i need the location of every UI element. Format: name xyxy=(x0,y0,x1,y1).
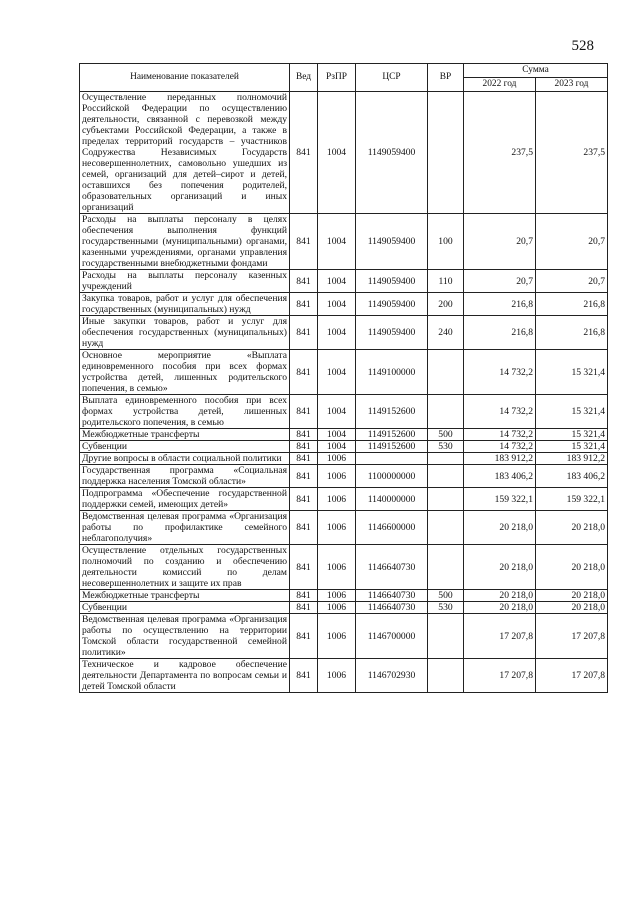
table-row xyxy=(80,92,608,214)
row-sum-2022: 183 406,2 xyxy=(464,465,536,488)
row-name: Субвенции xyxy=(80,602,290,614)
row-sum-2023: 183 406,2 xyxy=(536,465,608,488)
row-rzpr: 1004 xyxy=(318,270,356,293)
table-row xyxy=(80,590,608,602)
row-sum-2023: 216,8 xyxy=(536,316,608,350)
row-sum-2022: 14 732,2 xyxy=(464,441,536,453)
row-csr: 1146702930 xyxy=(356,659,428,693)
row-sum-2023: 15 321,4 xyxy=(536,395,608,429)
row-rzpr: 1004 xyxy=(318,429,356,441)
row-name: Подпрограмма «Обеспечение государственной поддержки семей, имеющих детей» xyxy=(80,488,290,511)
row-sum-2023: 20,7 xyxy=(536,214,608,270)
row-vr: 200 xyxy=(428,293,464,316)
row-rzpr: 1006 xyxy=(318,602,356,614)
row-csr: 1149059400 xyxy=(356,214,428,270)
row-csr: 1149100000 xyxy=(356,350,428,395)
row-vr xyxy=(428,511,464,545)
row-ved: 841 xyxy=(290,590,318,602)
table-row xyxy=(80,429,608,441)
row-vr xyxy=(428,614,464,659)
row-rzpr: 1004 xyxy=(318,293,356,316)
row-vr: 240 xyxy=(428,316,464,350)
row-rzpr: 1004 xyxy=(318,441,356,453)
row-name: Расходы на выплаты персоналу в целях обеспечения выполнения функций государственными (муниципальными) органами, казенными учреждениями, органами управления государственными внебюджетными фондами xyxy=(80,214,290,270)
row-sum-2023: 15 321,4 xyxy=(536,441,608,453)
page-number: 528 xyxy=(571,38,594,54)
row-rzpr: 1006 xyxy=(318,614,356,659)
row-sum-2022: 237,5 xyxy=(464,92,536,214)
table-row xyxy=(80,270,608,293)
row-vr: 100 xyxy=(428,214,464,270)
row-name: Другие вопросы в области социальной политики xyxy=(80,453,290,465)
row-ved: 841 xyxy=(290,453,318,465)
row-ved: 841 xyxy=(290,316,318,350)
row-vr: 500 xyxy=(428,590,464,602)
table-row xyxy=(80,293,608,316)
budget-table xyxy=(79,63,608,693)
row-csr: 1149059400 xyxy=(356,92,428,214)
header-name: Наименование показателей xyxy=(80,64,290,92)
row-sum-2023: 216,8 xyxy=(536,293,608,316)
row-csr xyxy=(356,453,428,465)
row-csr: 1149059400 xyxy=(356,316,428,350)
row-name: Осуществление отдельных государственных полномочий по созданию и обеспечению деятельности комиссий по делам несовершеннолетних и защите их прав xyxy=(80,545,290,590)
row-vr xyxy=(428,350,464,395)
table-row xyxy=(80,602,608,614)
row-vr xyxy=(428,395,464,429)
row-sum-2023: 20 218,0 xyxy=(536,590,608,602)
row-name: Закупка товаров, работ и услуг для обеспечения государственных (муниципальных) нужд xyxy=(80,293,290,316)
table-row xyxy=(80,614,608,659)
row-csr: 1149059400 xyxy=(356,270,428,293)
row-name: Техническое и кадровое обеспечение деятельности Департамента по вопросам семьи и детей Томской области xyxy=(80,659,290,693)
row-name: Расходы на выплаты персоналу казенных учреждений xyxy=(80,270,290,293)
row-rzpr: 1006 xyxy=(318,453,356,465)
row-sum-2023: 20,7 xyxy=(536,270,608,293)
row-csr: 1146600000 xyxy=(356,511,428,545)
header-sum: Сумма xyxy=(464,64,608,78)
row-sum-2022: 20 218,0 xyxy=(464,545,536,590)
row-ved: 841 xyxy=(290,441,318,453)
row-ved: 841 xyxy=(290,602,318,614)
row-csr: 1146700000 xyxy=(356,614,428,659)
row-csr: 1149152600 xyxy=(356,429,428,441)
row-name: Иные закупки товаров, работ и услуг для обеспечения государственных (муниципальных) нужд xyxy=(80,316,290,350)
row-sum-2022: 183 912,2 xyxy=(464,453,536,465)
table-row xyxy=(80,214,608,270)
row-sum-2022: 20 218,0 xyxy=(464,602,536,614)
row-rzpr: 1006 xyxy=(318,659,356,693)
row-ved: 841 xyxy=(290,395,318,429)
row-sum-2023: 15 321,4 xyxy=(536,350,608,395)
row-rzpr: 1004 xyxy=(318,92,356,214)
row-sum-2022: 20 218,0 xyxy=(464,511,536,545)
row-sum-2022: 20,7 xyxy=(464,270,536,293)
row-sum-2023: 183 912,2 xyxy=(536,453,608,465)
row-csr: 1149059400 xyxy=(356,293,428,316)
row-rzpr: 1006 xyxy=(318,545,356,590)
table-row xyxy=(80,350,608,395)
row-ved: 841 xyxy=(290,214,318,270)
row-ved: 841 xyxy=(290,511,318,545)
row-csr: 1100000000 xyxy=(356,465,428,488)
row-vr xyxy=(428,92,464,214)
table-row xyxy=(80,441,608,453)
header-csr: ЦСР xyxy=(356,64,428,92)
table-row xyxy=(80,488,608,511)
table-row xyxy=(80,545,608,590)
row-ved: 841 xyxy=(290,350,318,395)
row-ved: 841 xyxy=(290,465,318,488)
row-sum-2022: 17 207,8 xyxy=(464,659,536,693)
row-rzpr: 1004 xyxy=(318,316,356,350)
row-vr xyxy=(428,453,464,465)
row-sum-2023: 17 207,8 xyxy=(536,659,608,693)
row-ved: 841 xyxy=(290,270,318,293)
table-row xyxy=(80,465,608,488)
row-rzpr: 1004 xyxy=(318,350,356,395)
row-vr: 500 xyxy=(428,429,464,441)
row-vr xyxy=(428,545,464,590)
row-vr: 530 xyxy=(428,441,464,453)
row-ved: 841 xyxy=(290,92,318,214)
row-vr xyxy=(428,465,464,488)
row-rzpr: 1004 xyxy=(318,395,356,429)
row-sum-2023: 15 321,4 xyxy=(536,429,608,441)
header-year-2023: 2023 год xyxy=(536,78,608,92)
row-sum-2023: 20 218,0 xyxy=(536,511,608,545)
row-name: Ведомственная целевая программа «Организация работы по профилактике семейного неблагополучия» xyxy=(80,511,290,545)
row-rzpr: 1004 xyxy=(318,214,356,270)
header-rzpr: РзПР xyxy=(318,64,356,92)
row-name: Основное мероприятие «Выплата единовременного пособия при всех формах устройства детей, лишенных родительского попечения, в семью» xyxy=(80,350,290,395)
row-sum-2022: 14 732,2 xyxy=(464,429,536,441)
row-csr: 1146640730 xyxy=(356,545,428,590)
row-name: Выплата единовременного пособия при всех формах устройства детей, лишенных родительского попечения, в семью xyxy=(80,395,290,429)
row-ved: 841 xyxy=(290,429,318,441)
row-sum-2022: 20,7 xyxy=(464,214,536,270)
row-sum-2022: 20 218,0 xyxy=(464,590,536,602)
row-name: Осуществление переданных полномочий Российской Федерации по осуществлению деятельности, связанной с перевозкой между субъектами Российской Федерации, а также в пределах территорий государств – участников Содружества Независимых Государств несовершеннолетних, самовольно ушедших из семей, организаций для детей–сирот и детей, оставшихся без попечения родителей, образовательных организаций и иных организаций xyxy=(80,92,290,214)
header-year-2022: 2022 год xyxy=(464,78,536,92)
row-vr xyxy=(428,659,464,693)
row-rzpr: 1006 xyxy=(318,511,356,545)
row-sum-2022: 14 732,2 xyxy=(464,395,536,429)
row-csr: 1149152600 xyxy=(356,395,428,429)
row-ved: 841 xyxy=(290,545,318,590)
table-row xyxy=(80,511,608,545)
header-ved: Вед xyxy=(290,64,318,92)
row-vr: 110 xyxy=(428,270,464,293)
row-rzpr: 1006 xyxy=(318,590,356,602)
row-name: Субвенции xyxy=(80,441,290,453)
row-sum-2022: 216,8 xyxy=(464,316,536,350)
row-vr: 530 xyxy=(428,602,464,614)
row-name: Межбюджетные трансферты xyxy=(80,590,290,602)
row-ved: 841 xyxy=(290,488,318,511)
row-sum-2023: 237,5 xyxy=(536,92,608,214)
row-rzpr: 1006 xyxy=(318,488,356,511)
row-name: Межбюджетные трансферты xyxy=(80,429,290,441)
row-name: Ведомственная целевая программа «Организация работы по осуществлению на территории Томской области государственной семейной политики» xyxy=(80,614,290,659)
row-sum-2022: 14 732,2 xyxy=(464,350,536,395)
row-csr: 1140000000 xyxy=(356,488,428,511)
row-sum-2023: 20 218,0 xyxy=(536,602,608,614)
table-row xyxy=(80,395,608,429)
row-csr: 1149152600 xyxy=(356,441,428,453)
row-sum-2022: 159 322,1 xyxy=(464,488,536,511)
row-vr xyxy=(428,488,464,511)
row-sum-2023: 159 322,1 xyxy=(536,488,608,511)
row-csr: 1146640730 xyxy=(356,602,428,614)
row-sum-2023: 17 207,8 xyxy=(536,614,608,659)
row-ved: 841 xyxy=(290,293,318,316)
header-vr: ВР xyxy=(428,64,464,92)
row-name: Государственная программа «Социальная поддержка населения Томской области» xyxy=(80,465,290,488)
row-csr: 1146640730 xyxy=(356,590,428,602)
row-ved: 841 xyxy=(290,614,318,659)
row-sum-2022: 17 207,8 xyxy=(464,614,536,659)
row-sum-2023: 20 218,0 xyxy=(536,545,608,590)
row-ved: 841 xyxy=(290,659,318,693)
table-row xyxy=(80,453,608,465)
table-row xyxy=(80,316,608,350)
row-sum-2022: 216,8 xyxy=(464,293,536,316)
row-rzpr: 1006 xyxy=(318,465,356,488)
table-row xyxy=(80,659,608,693)
